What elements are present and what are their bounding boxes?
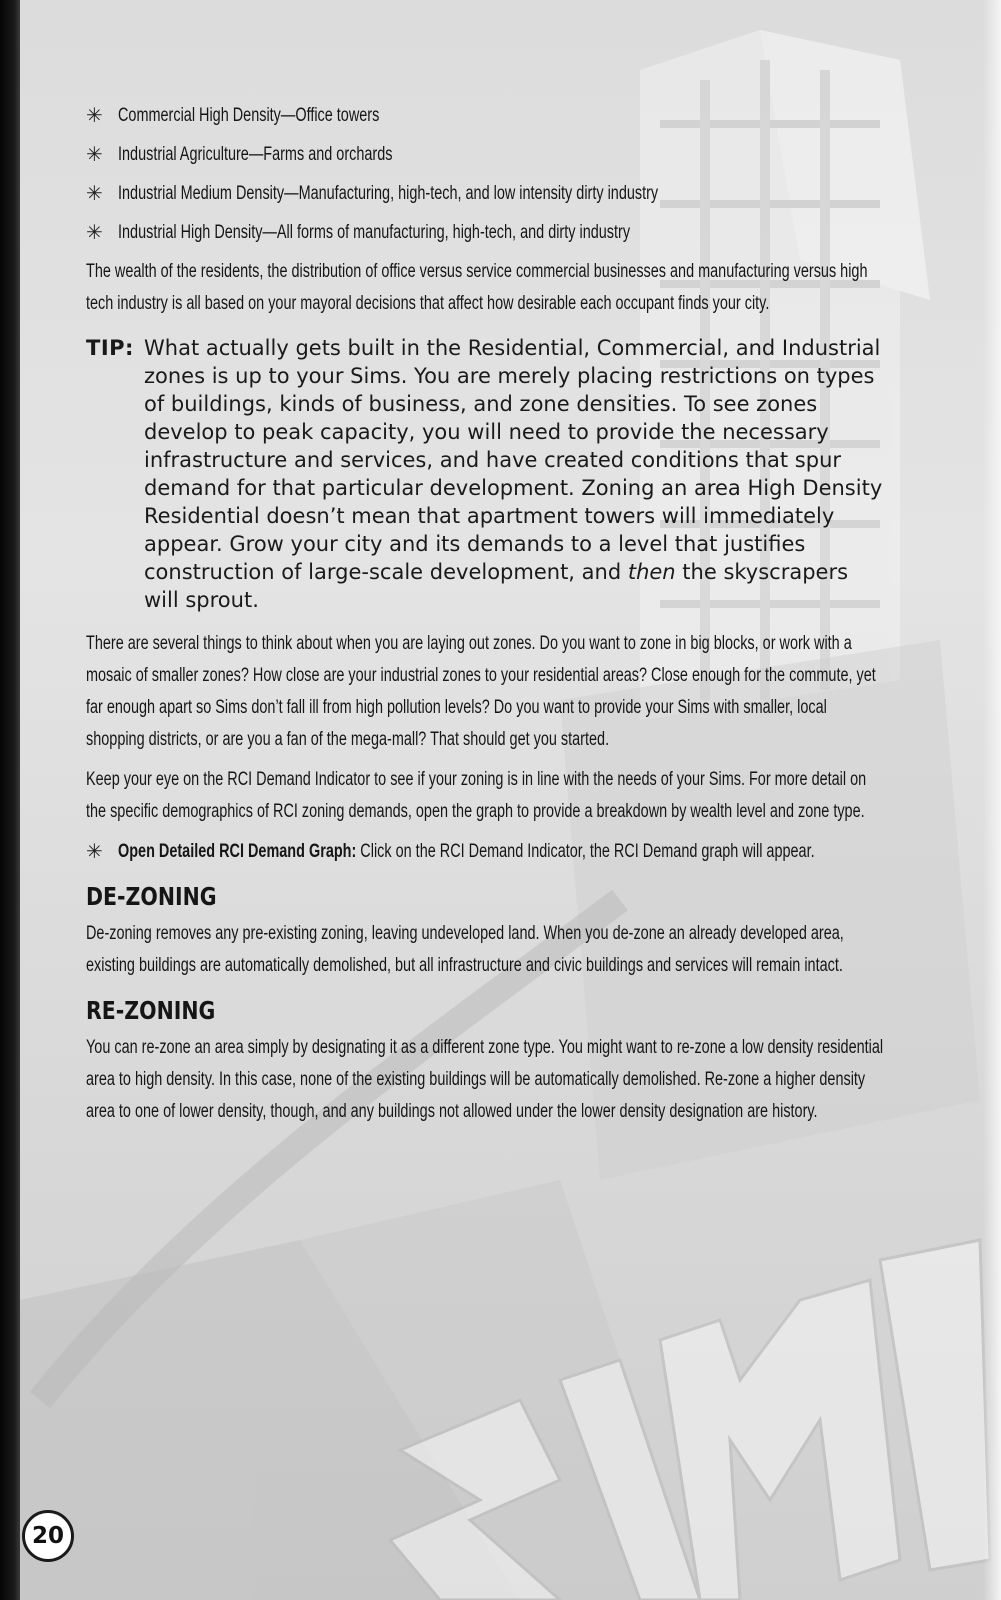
list-item: ✳ Industrial Agriculture—Farms and orchards <box>86 139 886 171</box>
star-bullet-icon: ✳ <box>86 144 103 166</box>
paragraph-zones: There are several things to think about when you are laying out zones. Do you want to zone in big blocks, or work with a mosaic of smaller zones? How close are your industrial zones to your residential areas? Close enough for the commute, yet far enough apart so Sims don’t fall ill from high pollution levels? Do you want to provide your Sims with smaller, local shopping districts, or are you a fan of the mega-mall? That should get you started. <box>86 633 876 750</box>
zone-type-list <box>86 100 886 249</box>
tip-box <box>86 334 886 614</box>
tip-text: What actually gets built in the Residential, Commercial, and Industrial zones is up to your Sims. You are merely placing restrictions on types of buildings, kinds of business, and zone densities. To see zones develop to peak capacity, you will need to provide the necessary infrastructure and services, and have created conditions that spur demand for that particular development. Zoning an area High Density Residential doesn’t mean that apartment towers will immediately appear. Grow your city and its demands to a level that justifies construction of large-scale development, and then the skyscrapers will sprout. <box>144 336 883 612</box>
paragraph-wealth: The wealth of the residents, the distribution of office versus service commercial businesses and manufacturing versus high tech industry is all based on your mayoral decisions that affect how desirable each occupant finds your city. <box>86 261 868 314</box>
paragraph-rezoning: You can re-zone an area simply by designating it as a different zone type. You might want to re-zone a low density residential area to high density. In this case, none of the existing buildings will be automatically demolished. Re-zone a higher density area to one of lower density, though, and any buildings not allowed under the lower density designation are history. <box>86 1037 884 1122</box>
star-bullet-icon: ✳ <box>86 183 103 205</box>
paragraph-dezoning: De-zoning removes any pre-existing zoning, leaving undeveloped land. When you de-zone an already developed area, existing buildings are automatically demolished, but all infrastructure and civic buildings and services will remain intact. <box>86 923 844 976</box>
star-bullet-icon: ✳ <box>86 222 103 244</box>
page-edge <box>983 0 1001 1600</box>
rezoning-heading: RE-ZONING <box>86 996 216 1025</box>
page-content <box>86 100 886 1136</box>
list-item: ✳ Commercial High Density—Office towers <box>86 100 886 132</box>
page-spine <box>0 0 20 1600</box>
list-item: ✳ Industrial High Density—All forms of manufacturing, high-tech, and dirty industry <box>86 217 886 249</box>
tip-label: TIP: <box>86 336 134 360</box>
star-bullet-icon: ✳ <box>86 841 103 863</box>
dezoning-heading: DE-ZONING <box>86 882 217 911</box>
star-bullet-icon: ✳ <box>86 105 103 127</box>
page-number: 20 <box>22 1510 74 1562</box>
list-item: ✳ Industrial Medium Density—Manufacturing, high-tech, and low intensity dirty industry <box>86 178 886 210</box>
paragraph-rci: Keep your eye on the RCI Demand Indicator to see if your zoning is in line with the needs of your Sims. For more detail on the specific demographics of RCI zoning demands, open the graph to provide a breakdown by wealth level and zone type. <box>86 769 867 822</box>
list-item-rci-graph: ✳ Open Detailed RCI Demand Graph: Click on the RCI Demand Indicator, the RCI Demand graph will appear. <box>86 836 886 868</box>
